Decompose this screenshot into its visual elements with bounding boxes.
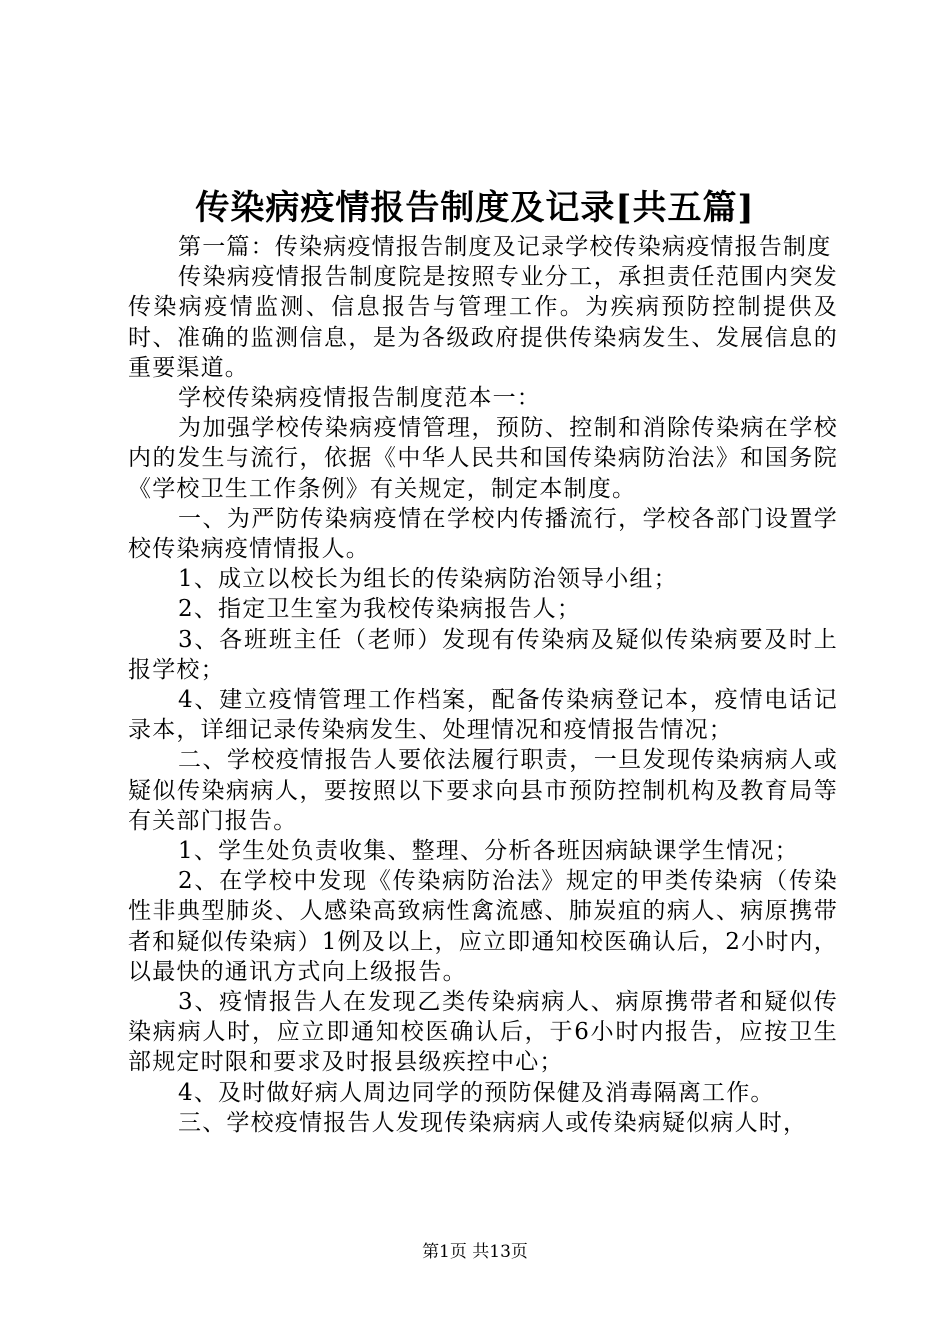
paragraph: 4、及时做好病人周边同学的预防保健及消毒隔离工作。 <box>178 1079 775 1106</box>
paragraph: 为加强学校传染病疫情管理，预防、控制和消除传染病在学校内的发生与流行，依据《中华人民共和国传染病防治法》和国务院《学校卫生工作条例》有关规定，制定本制度。 <box>128 415 838 502</box>
paragraph: 二、学校疫情报告人要依法履行职责，一旦发现传染病病人或疑似传染病病人，要按照以下要求向县市预防控制机构及教育局等有关部门报告。 <box>128 747 838 834</box>
paragraph: 三、学校疫情报告人发现传染病病人或传染病疑似病人时， <box>178 1109 808 1136</box>
paragraph: 1、成立以校长为组长的传染病防治领导小组； <box>178 566 678 593</box>
paragraph: 1、学生处负责收集、整理、分析各班因病缺课学生情况； <box>178 838 799 865</box>
paragraph: 第一篇：传染病疫情报告制度及记录学校传染病疫情报告制度 <box>178 234 832 260</box>
paragraph: 3、疫情报告人在发现乙类传染病病人、病原携带者和疑似传染病病人时，应立即通知校医确认后，于6小时内报告，应按卫生部规定时限和要求及时报县级疾控中心； <box>128 989 838 1076</box>
paragraph: 一、为严防传染病疫情在学校内传播流行，学校各部门设置学校传染病疫情情报人。 <box>128 505 838 563</box>
page-footer: 第1页 共13页 <box>422 1242 528 1262</box>
document-body <box>128 232 838 1138</box>
paragraph: 3、各班班主任（老师）发现有传染病及疑似传染病要及时上报学校； <box>128 626 838 683</box>
document-title: 传染病疫情报告制度及记录[共五篇] <box>195 188 755 228</box>
paragraph: 2、在学校中发现《传染病防治法》规定的甲类传染病（传染性非典型肺炎、人感染高致病性禽流感、肺炭疽的病人、病原携带者和疑似传染病）1例及以上，应立即通知校医确认后，2小时内，以最快的通讯方式向上级报告。 <box>128 868 838 985</box>
paragraph: 传染病疫情报告制度院是按照专业分工，承担责任范围内突发传染病疫情监测、信息报告与管理工作。为疾病预防控制提供及时、准确的监测信息，是为各级政府提供传染病发生、发展信息的重要渠道。 <box>128 264 838 381</box>
paragraph: 4、建立疫情管理工作档案，配备传染病登记本，疫情电话记录本，详细记录传染病发生、处理情况和疫情报告情况； <box>128 687 838 744</box>
paragraph: 2、指定卫生室为我校传染病报告人； <box>178 596 582 623</box>
paragraph: 学校传染病疫情报告制度范本一： <box>178 385 541 412</box>
